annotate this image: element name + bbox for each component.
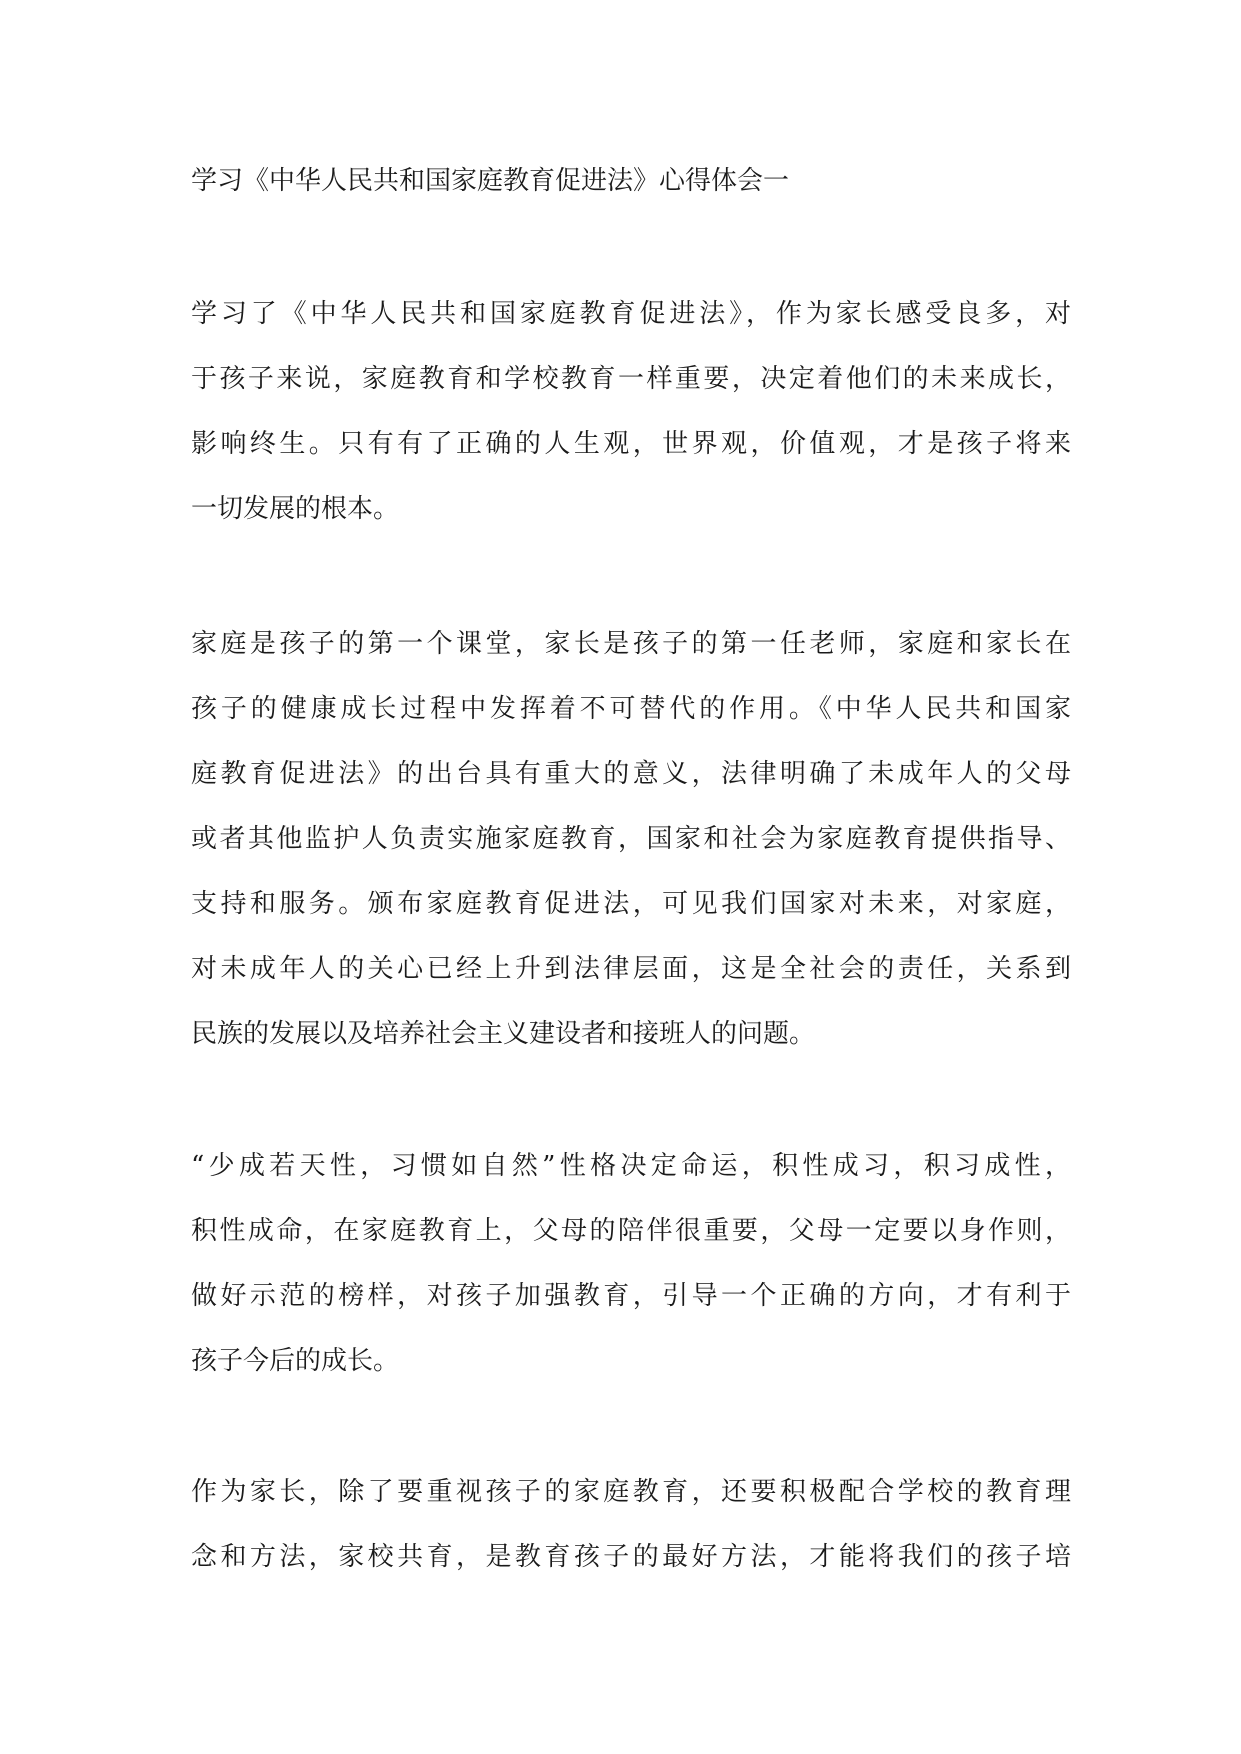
document-title: 学习《中华人民共和国家庭教育促进法》心得体会一 — [191, 166, 790, 196]
paragraph-line: 孩子今后的成长。 — [191, 1346, 400, 1376]
paragraph-3 — [191, 1147, 1071, 1407]
paragraph-line: 作为家长，除了要重视孩子的家庭教育，还要积极配合学校的教育理 — [191, 1477, 1071, 1507]
paragraph-line: 庭教育促进法》的出台具有重大的意义，法律明确了未成年人的父母 — [191, 759, 1071, 789]
paragraph-line: 支持和服务。颁布家庭教育促进法，可见我们国家对未来，对家庭， — [191, 889, 1071, 919]
paragraph-line: 或者其他监护人负责实施家庭教育，国家和社会为家庭教育提供指导、 — [191, 824, 1071, 854]
paragraph-line: 对未成年人的关心已经上升到法律层面，这是全社会的责任，关系到 — [191, 954, 1071, 984]
paragraph-line: 于孩子来说，家庭教育和学校教育一样重要，决定着他们的未来成长， — [191, 364, 1071, 394]
paragraph-line: 民族的发展以及培养社会主义建设者和接班人的问题。 — [191, 1019, 816, 1049]
paragraph-line: 积性成命，在家庭教育上，父母的陪伴很重要，父母一定要以身作则， — [191, 1216, 1071, 1246]
paragraph-line: 家庭是孩子的第一个课堂，家长是孩子的第一任老师，家庭和家长在 — [191, 629, 1071, 659]
paragraph-line: 影响终生。只有有了正确的人生观，世界观，价值观，才是孩子将来 — [191, 429, 1071, 459]
paragraph-line: 做好示范的榜样，对孩子加强教育，引导一个正确的方向，才有利于 — [191, 1281, 1071, 1311]
paragraph-2 — [191, 625, 1071, 1080]
paragraph-line: 孩子的健康成长过程中发挥着不可替代的作用。《中华人民共和国家 — [191, 694, 1071, 724]
paragraph-line: “少成若天性，习惯如自然”性格决定命运，积性成习，积习成性， — [191, 1151, 1071, 1181]
paragraph-line: 念和方法，家校共育，是教育孩子的最好方法，才能将我们的孩子培 — [191, 1542, 1071, 1572]
paragraph-4 — [191, 1473, 1071, 1603]
paragraph-line: 一切发展的根本。 — [191, 494, 400, 524]
paragraph-line: 学习了《中华人民共和国家庭教育促进法》，作为家长感受良多，对 — [191, 299, 1071, 329]
paragraph-1 — [191, 295, 1071, 555]
